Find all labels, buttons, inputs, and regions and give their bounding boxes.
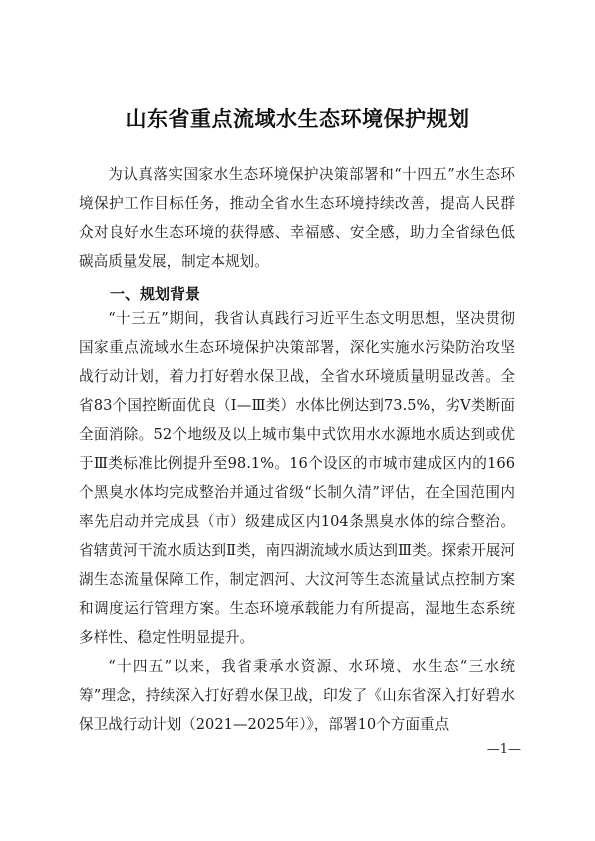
paragraph-text: “十三五”期间，我省认真践行习近平生态文明思想，坚决贯彻国家重点流域水生态环境保护决策部署，深化实施水污染防治攻坚战行动计划，着力打好碧水保卫战，全省水环境质量明显改善。全省83个国控断面优良（Ⅰ—Ⅲ类）水体比例达到73.5%，劣Ⅴ类断面全面消除。52个地级及以上城市集中式饮用水水源地水质达到或优于Ⅲ类标准比例提升至98.1%。16个设区的市城市建成区内的166个黑臭水体均完成整治并通过省级“长制久清”评估，在全国范围内率先启动并完成县（市）级建成区内104条黑臭水体的综合整治。省辖黄河干流水质达到Ⅱ类，南四湖流域水质达到Ⅲ类。探索开展河湖生态流量保障工作，制定泗河、大汶河等生态流量试点控制方案和调度运行管理方案。生态环境承载能力有所提高，湿地生态系统多样性、稳定性明显提升。 bbox=[79, 310, 515, 646]
intro-paragraph bbox=[79, 160, 515, 276]
background-paragraph-1 bbox=[79, 304, 515, 652]
background-paragraph-2 bbox=[79, 652, 515, 739]
page-number: —1— bbox=[486, 742, 521, 757]
document-title: 山东省重点流域水生态环境保护规划 bbox=[125, 106, 470, 131]
section-heading-background: 一、规划背景 bbox=[110, 285, 201, 303]
paragraph-text: “十四五”以来，我省秉承水资源、水环境、水生态“三水统筹”理念，持续深入打好碧水保卫战，印发了《山东省深入打好碧水保卫战行动计划（2021—2025年）》，部署10个方面重点 bbox=[79, 658, 515, 733]
intro-text: 为认真落实国家水生态环境保护决策部署和“十四五”水生态环境保护工作目标任务，推动全省水生态环境持续改善，提高人民群众对良好水生态环境的获得感、幸福感、安全感，助力全省绿色低碳高质量发展，制定本规划。 bbox=[79, 166, 515, 270]
